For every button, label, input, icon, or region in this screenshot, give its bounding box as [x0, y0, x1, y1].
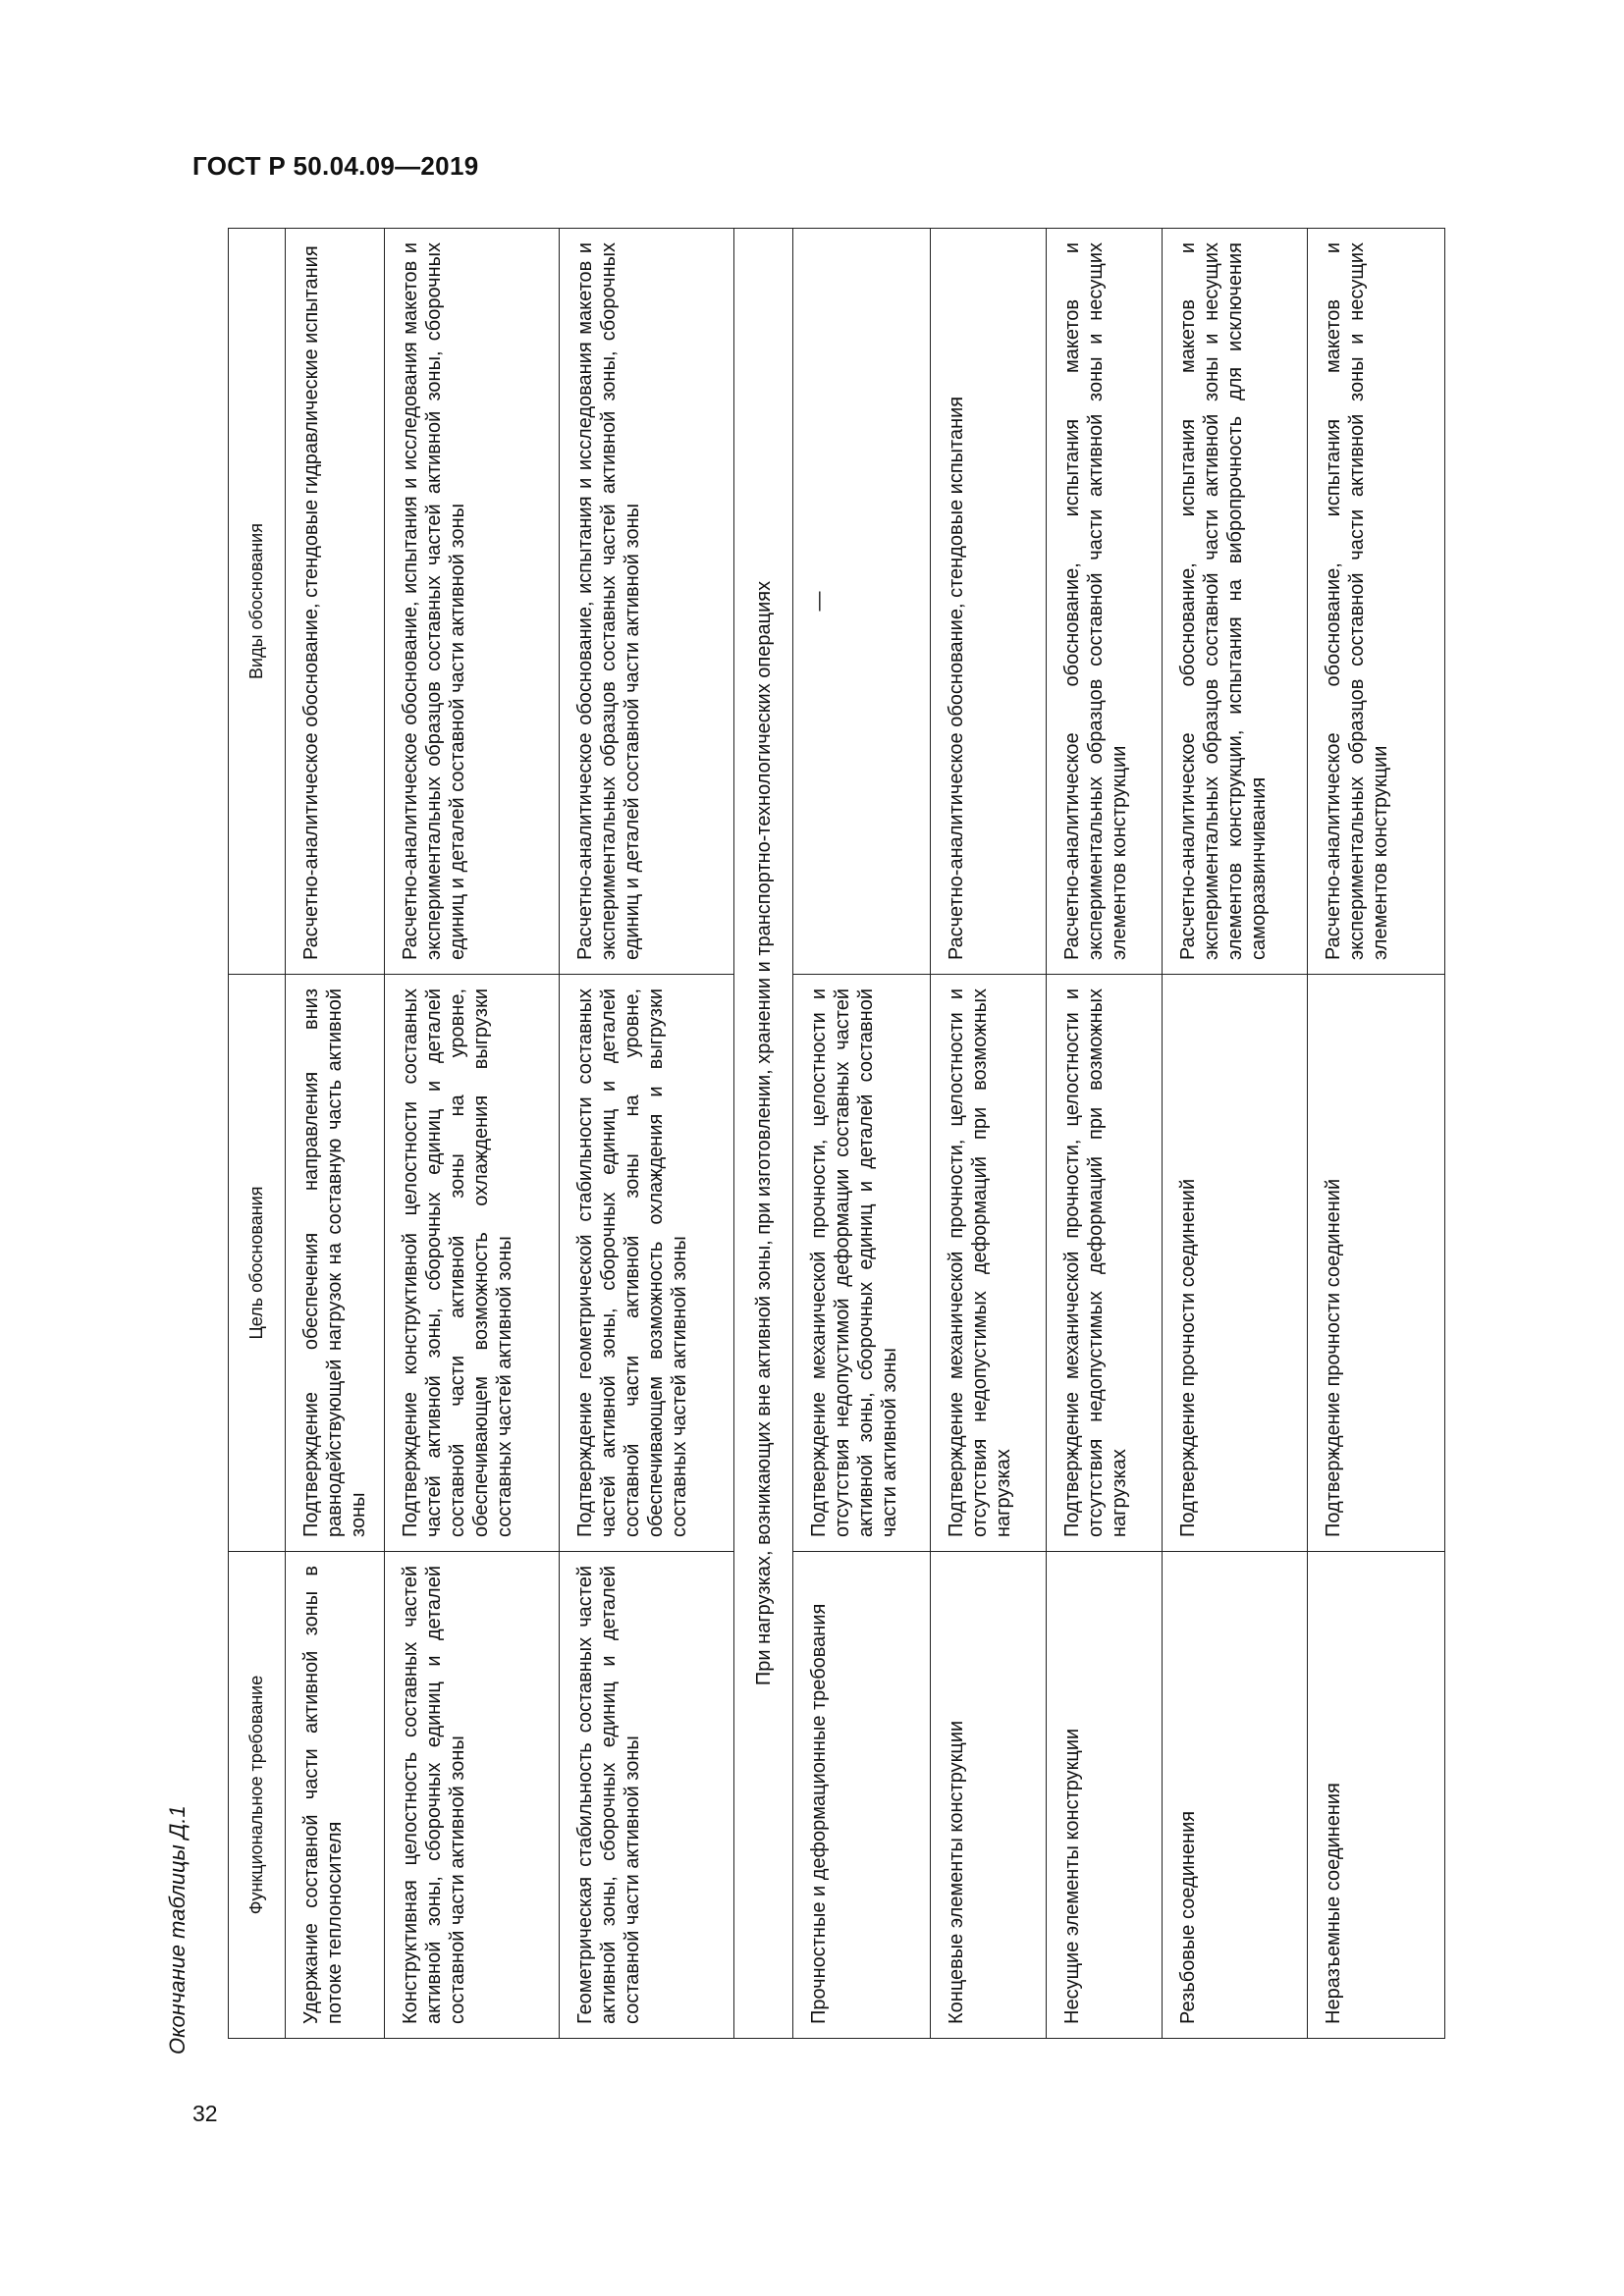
table-row: [385, 229, 560, 2039]
cell-kind: Расчетно-аналитическое обоснование, испытания и исследования макетов и экспериментальных образцов составных частей активной зоны, сборочных единиц и деталей составной части активной зоны: [385, 229, 560, 975]
table-row: [793, 229, 931, 2039]
table-row: [931, 229, 1047, 2039]
cell-kind: Расчетно-аналитическое обоснование, испытания макетов и экспериментальных образцов составной части активной зоны и несущих элементов конструкции: [1047, 229, 1163, 975]
cell-goal: Подтверждение обеспечения направления вниз равнодействующей нагрузок на составную часть активной зоны: [286, 975, 385, 1552]
cell-requirement: Неразъемные соединения: [1308, 1552, 1445, 2039]
cell-goal: Подтверждение конструктивной целостности составных частей активной зоны, сборочных единиц и деталей составной части активной зоны на уровне, обеспечивающем возможность охлаждения выгрузки составных частей активной зоны: [385, 975, 560, 1552]
table-row: [1163, 229, 1308, 2039]
cell-goal: Подтверждение механической прочности, целостности и отсутствия недопустимых деформаций при возможных нагрузках: [931, 975, 1047, 1552]
column-header-goal: Цель обоснования: [229, 975, 286, 1552]
cell-requirement: Конструктивная целостность составных частей активной зоны, сборочных единиц и деталей составной части активной зоны: [385, 1552, 560, 2039]
table-row: [286, 229, 385, 2039]
cell-kind: Расчетно-аналитическое обоснование, стендовые гидравлические испытания: [286, 229, 385, 975]
table-header-row: [229, 229, 286, 2039]
document-header-title: ГОСТ Р 50.04.09—2019: [192, 151, 479, 181]
column-header-kind: Виды обоснования: [229, 229, 286, 975]
cell-kind: Расчетно-аналитическое обоснование, испытания макетов и экспериментальных образцов составной части активной зоны и несущих элементов конструкции: [1308, 229, 1445, 975]
cell-kind-dash: [793, 229, 931, 975]
cell-kind: Расчетно-аналитическое обоснование, испытания и исследования макетов и экспериментальных образцов составных частей активной зоны, сборочных единиц и деталей составной части активной зоны: [560, 229, 734, 975]
dash-mark: —: [808, 591, 830, 612]
cell-requirement: Удержание составной части активной зоны в потоке теплоносителя: [286, 1552, 385, 2039]
requirements-table: [228, 228, 1445, 2039]
table-row: [1047, 229, 1163, 2039]
cell-goal: Подтверждение механической прочности, целостности и отсутствия недопустимых деформаций при возможных нагрузках: [1047, 975, 1163, 1552]
rotated-table-frame: [228, 229, 1432, 2039]
cell-goal: Подтверждение прочности соединений: [1308, 975, 1445, 1552]
cell-kind: Расчетно-аналитическое обоснование, стендовые испытания: [931, 229, 1047, 975]
cell-requirement: Прочностные и деформационные требования: [793, 1552, 931, 2039]
cell-requirement: Геометрическая стабильность составных частей активной зоны, сборочных единиц и деталей составной части активной зоны: [560, 1552, 734, 2039]
table-row: [560, 229, 734, 2039]
table-row: [1308, 229, 1445, 2039]
section-row: [734, 229, 793, 2039]
cell-goal: Подтверждение геометрической стабильности составных частей активной зоны, сборочных единиц и деталей составной части активной зоны на уровне, обеспечивающем возможность охлаждения и выгрузки составных частей активной зоны: [560, 975, 734, 1552]
cell-requirement: Концевые элементы конструкции: [931, 1552, 1047, 2039]
cell-requirement: Резьбовые соединения: [1163, 1552, 1308, 2039]
cell-requirement: Несущие элементы конструкции: [1047, 1552, 1163, 2039]
section-title: При нагрузках, возникающих вне активной зоны, при изготовлении, хранении и транспортно-технологических операциях: [734, 229, 793, 2039]
cell-kind: Расчетно-аналитическое обоснование, испытания макетов и экспериментальных образцов составной части активной зоны и несущих элементов конструкции, испытания на вибропрочность для исключения саморазвинчивания: [1163, 229, 1308, 975]
cell-goal: Подтверждение механической прочности, целостности и отсутствия недопустимой деформации составных частей активной зоны, сборочных единиц и деталей составной части активной зоны: [793, 975, 931, 1552]
column-header-requirement: Функциональное требование: [229, 1552, 286, 2039]
cell-goal: Подтверждение прочности соединений: [1163, 975, 1308, 1552]
table-caption: Окончание таблицы Д.1: [165, 1805, 189, 2055]
page-number: 32: [192, 2101, 218, 2126]
